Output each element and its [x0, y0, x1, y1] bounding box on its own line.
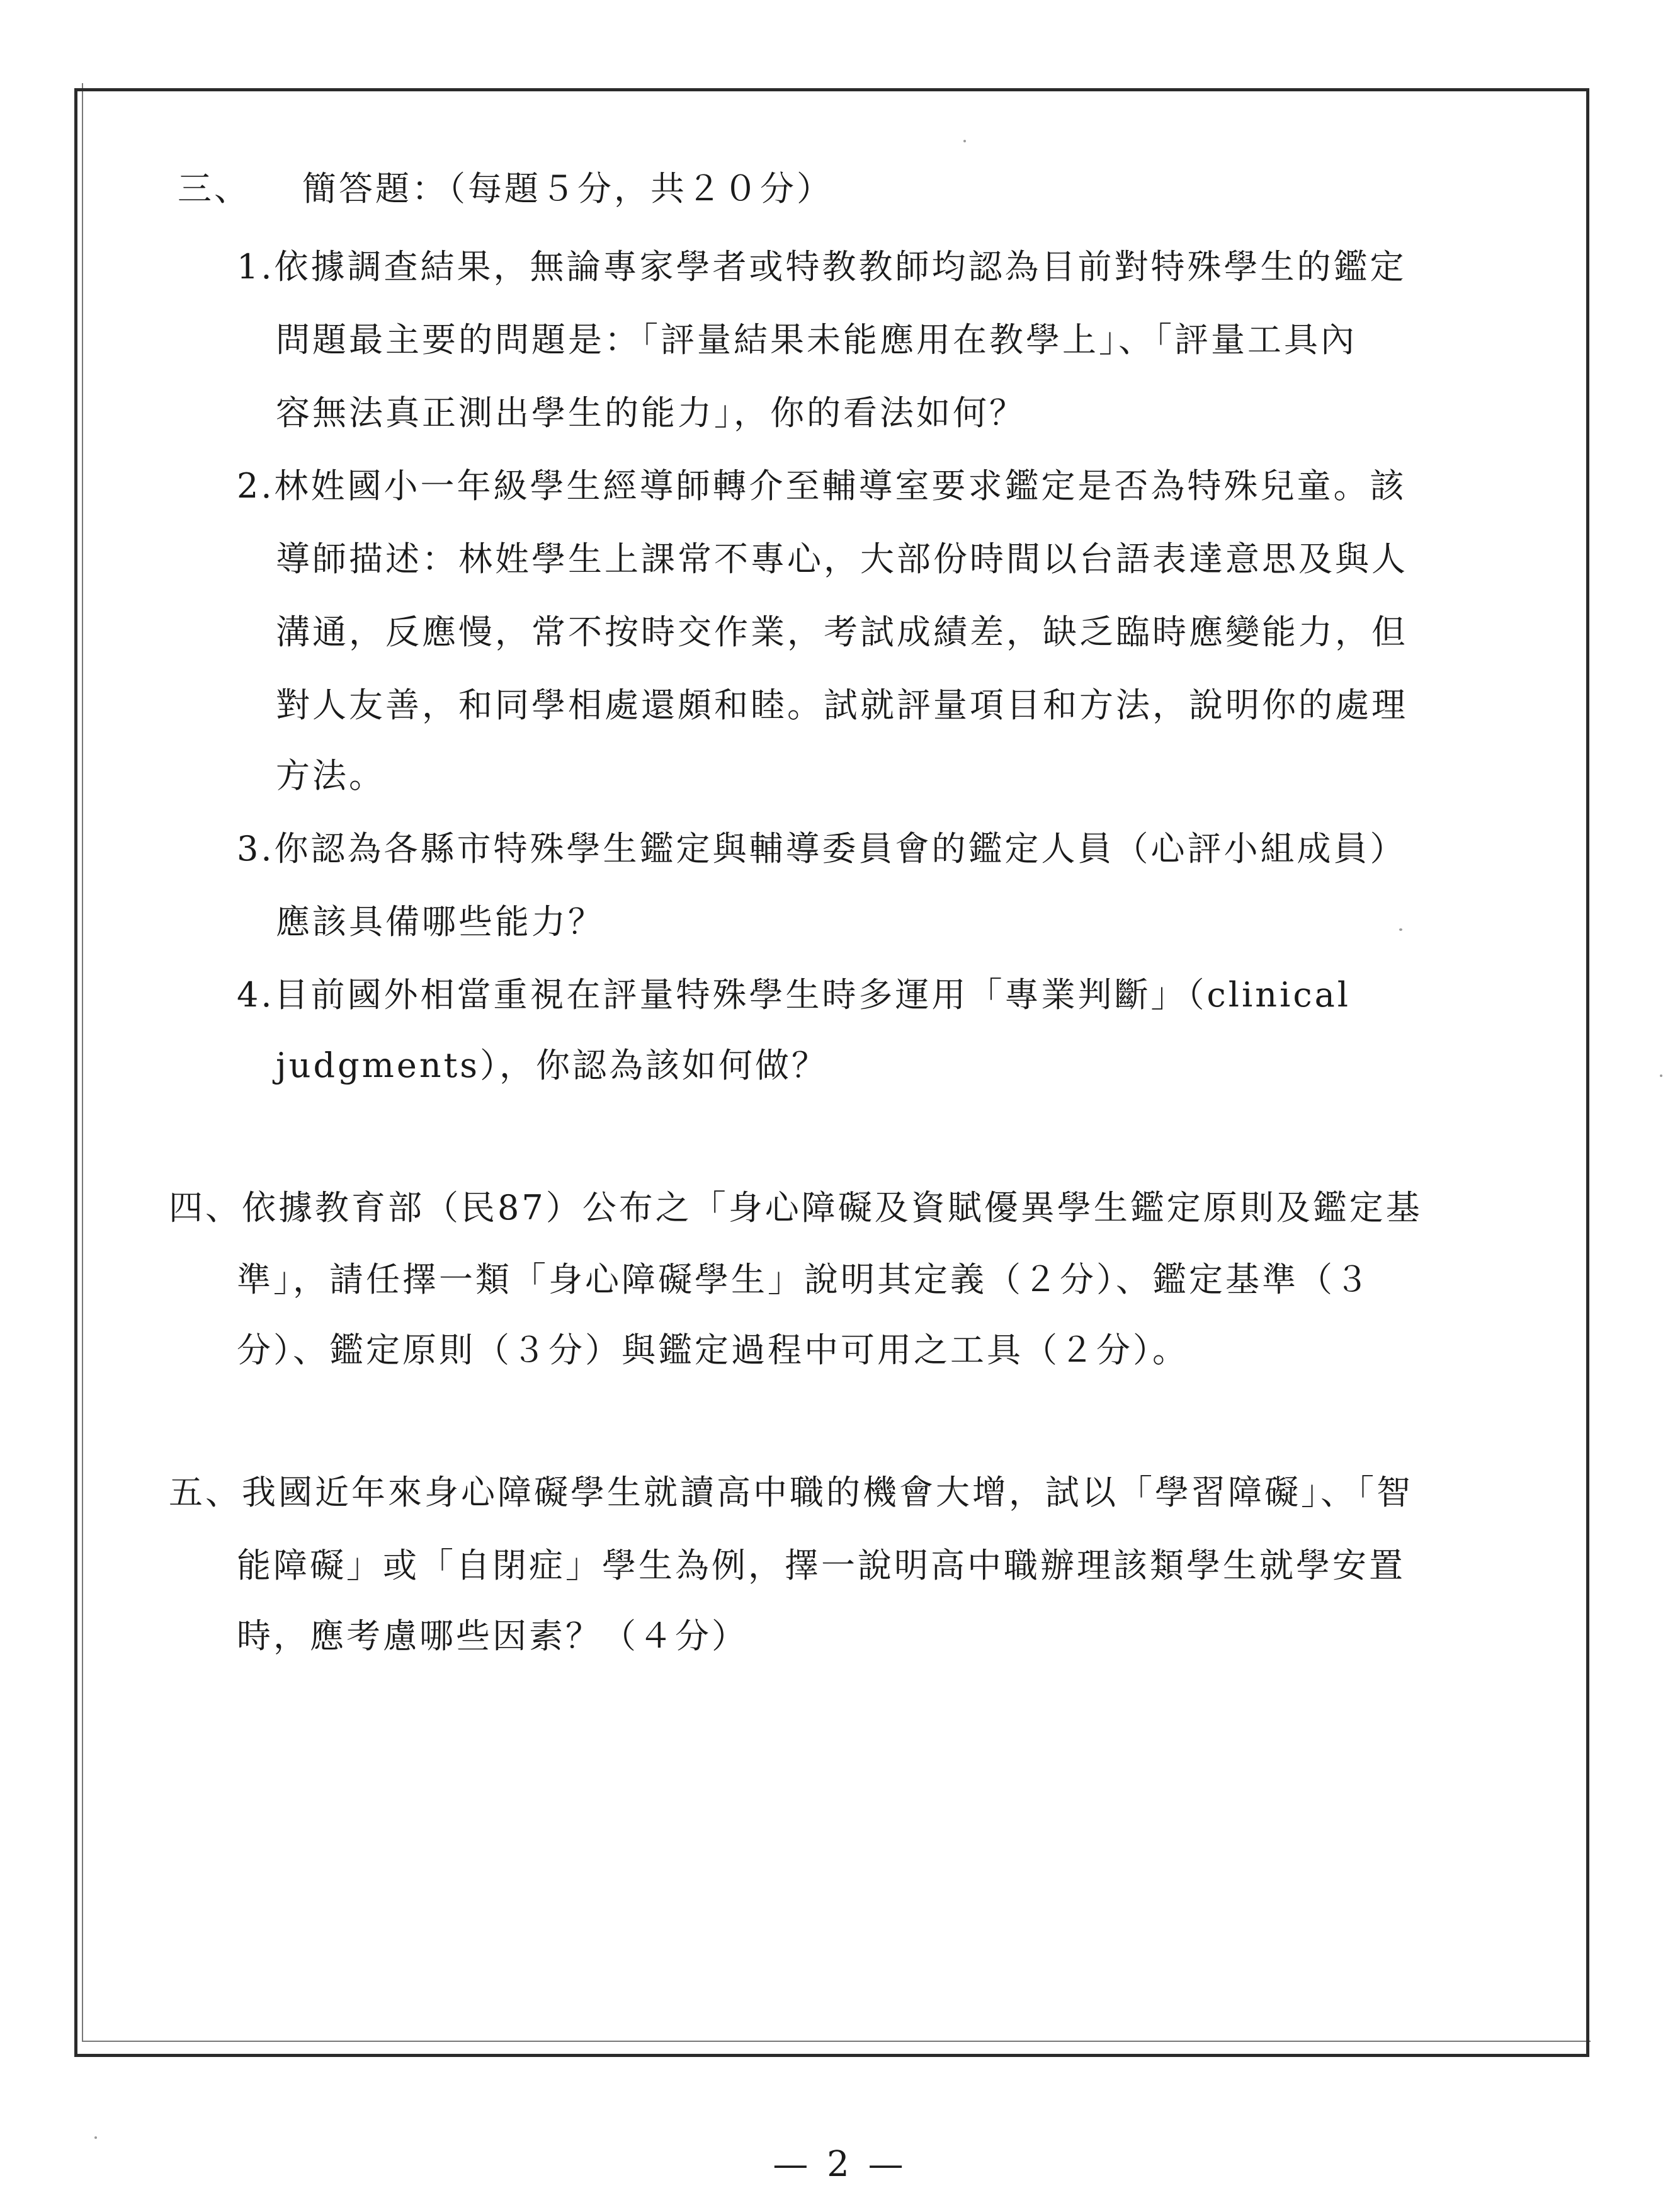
scan-speck — [1399, 928, 1402, 931]
section5-line3: 時，應考慮哪些因素？（４分） — [237, 1616, 748, 1656]
question4-line1: 4.目前國外相當重視在評量特殊學生時多運用「專業判斷」（clinical — [237, 975, 1351, 1015]
question2-line1: 2.林姓國小一年級學生經導師轉介至輔導室要求鑑定是否為特殊兒童。該 — [237, 466, 1407, 506]
question2-line5: 方法。 — [276, 756, 385, 795]
scan-speck — [94, 2136, 97, 2139]
question2-line4: 對人友善，和同學相處還頗和睦。試就評量項目和方法，說明你的處理 — [276, 685, 1408, 725]
section4-line2: 準」，請任擇一類「身心障礙學生」說明其定義（２分）、鑑定基準（３ — [237, 1260, 1371, 1299]
section5-line1: 五、我國近年來身心障礙學生就讀高中職的機會大增，試以「學習障礙」、「智 — [169, 1473, 1413, 1512]
section5-line2: 能障礙」或「自閉症」學生為例，擇一說明高中職辦理該類學生就學安置 — [237, 1546, 1405, 1585]
question1-line3: 容無法真正測出學生的能力」，你的看法如何？ — [276, 393, 1026, 433]
section3-heading: 簡答題：（每題５分，共２０分） — [302, 169, 833, 208]
question4-line2: judgments），你認為該如何做？ — [276, 1046, 829, 1085]
section4-line3: 分）、鑑定原則（３分）與鑑定過程中可用之工具（２分）。 — [237, 1330, 1189, 1370]
question3-line1: 3.你認為各縣市特殊學生鑑定與輔導委員會的鑑定人員（心評小組成員） — [237, 829, 1407, 869]
page-number: — 2 — — [773, 2144, 907, 2185]
question1-line1: 1.依據調查結果，無論專家學者或特教教師均認為目前對特殊學生的鑑定 — [237, 247, 1407, 287]
scan-speck — [963, 140, 966, 142]
scan-speck — [1660, 1074, 1662, 1077]
question2-line3: 溝通，反應慢，常不按時交作業，考試成績差，缺乏臨時應變能力，但 — [276, 612, 1408, 652]
question3-line2: 應該具備哪些能力？ — [276, 902, 604, 942]
section4-line1: 四、依據教育部（民87）公布之「身心障礙及資賦優異學生鑑定原則及鑑定基 — [169, 1188, 1422, 1228]
question1-line2: 問題最主要的問題是：「評量結果未能應用在教學上」、「評量工具內 — [276, 320, 1357, 360]
section3-marker: 三、 — [178, 169, 251, 208]
question2-line2: 導師描述：林姓學生上課常不專心，大部份時間以台語表達意思及與人 — [276, 539, 1408, 579]
